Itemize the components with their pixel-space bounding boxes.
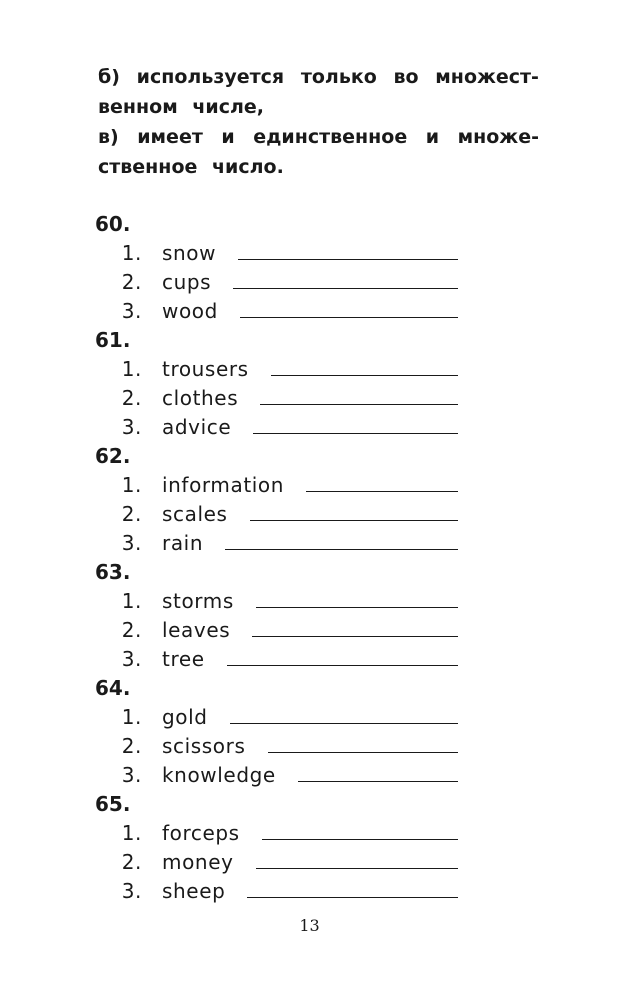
item-number: 1. (121, 705, 142, 729)
intro-word: только (300, 66, 377, 88)
exercise-item (0, 703, 619, 732)
exercise-item (0, 732, 619, 761)
answer-blank[interactable] (225, 529, 458, 550)
exercise-item (0, 384, 619, 413)
intro-word: единственное (253, 126, 408, 148)
item-word: advice (162, 415, 232, 439)
exercise-list (0, 210, 619, 906)
answer-blank[interactable] (247, 877, 458, 898)
intro-line-4 (98, 152, 539, 182)
intro-word: имеет (137, 126, 203, 148)
item-number: 3. (121, 647, 142, 671)
intro-word: венном числе, (98, 96, 265, 118)
item-word: rain (162, 531, 204, 555)
item-number: 3. (121, 879, 142, 903)
exercise-number: 61. (95, 328, 131, 352)
item-number: 1. (121, 357, 142, 381)
answer-blank[interactable] (271, 355, 458, 376)
intro-line-2 (98, 92, 539, 122)
item-number: 2. (121, 386, 142, 410)
page-number: 13 (299, 916, 320, 935)
item-number: 2. (121, 270, 142, 294)
item-word: scales (162, 502, 228, 526)
intro-line-1 (98, 62, 539, 92)
item-word: clothes (162, 386, 239, 410)
item-word: sheep (162, 879, 226, 903)
intro-word: ственное число. (98, 156, 284, 178)
answer-blank[interactable] (262, 819, 458, 840)
exercise-item (0, 471, 619, 500)
item-number: 1. (121, 589, 142, 613)
exercise-item (0, 877, 619, 906)
exercise-item (0, 616, 619, 645)
intro-word: используется (136, 66, 285, 88)
answer-blank[interactable] (250, 500, 458, 521)
intro-word: множе- (457, 126, 539, 148)
intro-word: множест- (435, 66, 539, 88)
answer-blank[interactable] (260, 384, 458, 405)
item-word: money (162, 850, 234, 874)
answer-blank[interactable] (253, 413, 458, 434)
item-word: forceps (162, 821, 240, 845)
intro-text (98, 62, 539, 182)
item-number: 1. (121, 241, 142, 265)
exercise-item (0, 355, 619, 384)
exercise-number: 65. (95, 792, 131, 816)
exercise-item (0, 761, 619, 790)
answer-blank[interactable] (252, 616, 458, 637)
answer-blank[interactable] (268, 732, 459, 753)
item-number: 3. (121, 299, 142, 323)
answer-blank[interactable] (256, 848, 458, 869)
answer-blank[interactable] (240, 297, 458, 318)
exercise-item (0, 529, 619, 558)
item-number: 1. (121, 821, 142, 845)
answer-blank[interactable] (233, 268, 458, 289)
item-word: information (162, 473, 285, 497)
intro-word: и (425, 126, 440, 148)
exercise-item (0, 413, 619, 442)
item-number: 2. (121, 502, 142, 526)
answer-blank[interactable] (256, 587, 458, 608)
item-word: cups (162, 270, 212, 294)
answer-blank[interactable] (227, 645, 458, 666)
intro-word: б) (98, 66, 120, 88)
exercise-item (0, 587, 619, 616)
item-word: snow (162, 241, 217, 265)
item-number: 1. (121, 473, 142, 497)
item-word: trousers (162, 357, 249, 381)
exercise-number: 63. (95, 560, 131, 584)
item-word: leaves (162, 618, 231, 642)
intro-word: в) (98, 126, 119, 148)
exercise-item (0, 819, 619, 848)
answer-blank[interactable] (230, 703, 458, 724)
item-word: gold (162, 705, 208, 729)
exercise-item (0, 848, 619, 877)
item-number: 2. (121, 734, 142, 758)
exercise-item (0, 297, 619, 326)
item-number: 3. (121, 763, 142, 787)
answer-blank[interactable] (298, 761, 458, 782)
intro-word: и (221, 126, 235, 148)
item-word: wood (162, 299, 218, 323)
exercise-item (0, 239, 619, 268)
item-word: storms (162, 589, 234, 613)
item-number: 2. (121, 850, 142, 874)
item-word: scissors (162, 734, 246, 758)
item-number: 3. (121, 531, 142, 555)
exercise-item (0, 645, 619, 674)
exercise-number: 64. (95, 676, 131, 700)
exercise-number: 60. (95, 212, 131, 236)
exercise-number: 62. (95, 444, 131, 468)
intro-line-3 (98, 122, 539, 152)
exercise-item (0, 500, 619, 529)
item-word: knowledge (162, 763, 276, 787)
item-number: 3. (121, 415, 142, 439)
item-number: 2. (121, 618, 142, 642)
exercise-item (0, 268, 619, 297)
intro-word: во (393, 66, 419, 88)
item-word: tree (162, 647, 205, 671)
answer-blank[interactable] (238, 239, 458, 260)
answer-blank[interactable] (306, 471, 458, 492)
